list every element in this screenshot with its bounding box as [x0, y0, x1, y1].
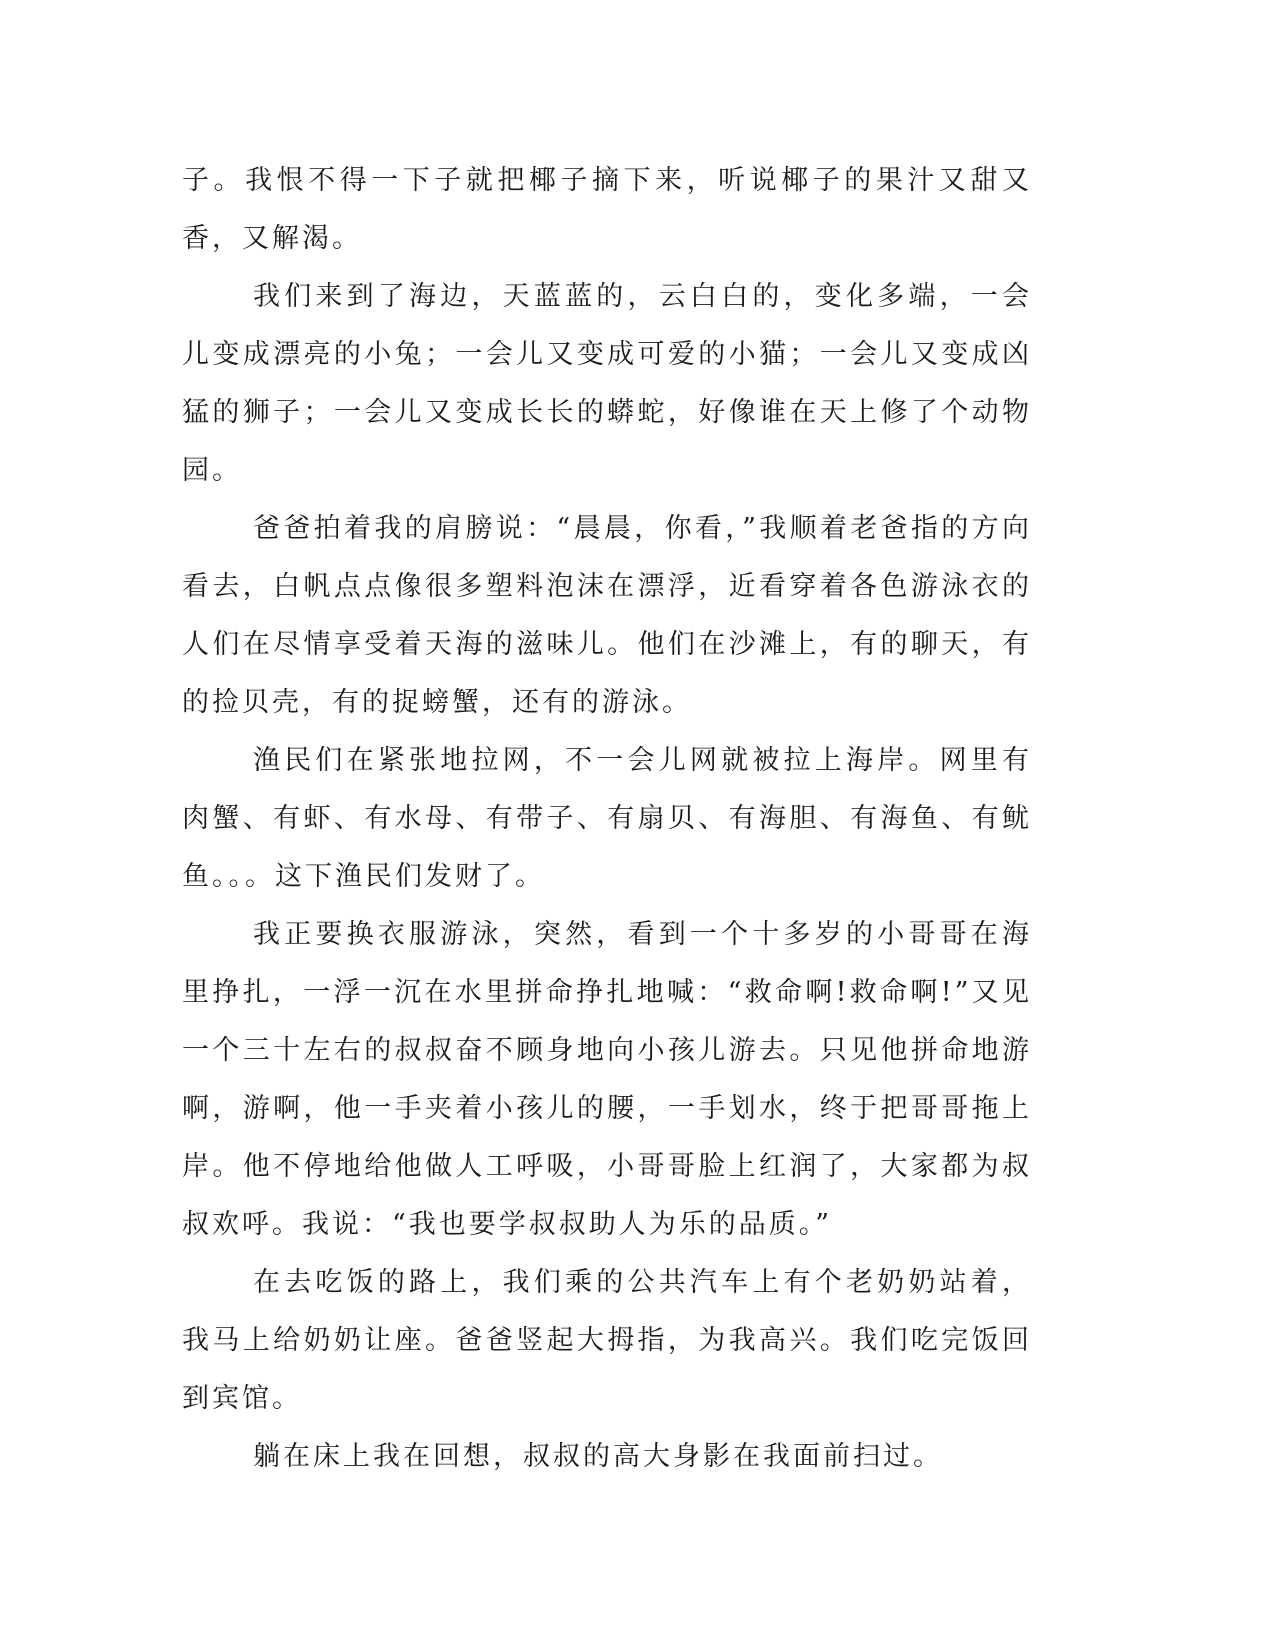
paragraph-3: 爸爸拍着我的肩膀说：“晨晨，你看，”我顺着老爸指的方向看去，白帆点点像很多塑料泡沫在漂浮，近看穿着各色游泳衣的人们在尽情享受着天海的滋味儿。他们在沙滩上，有的聊天，有的捡贝壳，有的捉螃蟹，还有的游泳。	[182, 513, 1032, 718]
paragraph-2: 我们来到了海边，天蓝蓝的，云白白的，变化多端，一会儿变成漂亮的小兔；一会儿又变成可爱的小猫；一会儿又变成凶猛的狮子；一会儿又变成长长的蟒蛇，好像谁在天上修了个动物园。	[182, 281, 1032, 486]
paragraph-1: 子。我恨不得一下子就把椰子摘下来，听说椰子的果汁又甜又香，又解渴。	[182, 165, 1032, 254]
paragraph-7: 躺在床上我在回想，叔叔的高大身影在我面前扫过。	[253, 1441, 943, 1472]
paragraph-6: 在去吃饭的路上，我们乘的公共汽车上有个老奶奶站着，我马上给奶奶让座。爸爸竖起大拇指，为我高兴。我们吃完饭回到宾馆。	[182, 1267, 1032, 1414]
paragraph-4: 渔民们在紧张地拉网，不一会儿网就被拉上海岸。网里有肉蟹、有虾、有水母、有带子、有扇贝、有海胆、有海鱼、有鱿鱼。。。这下渔民们发财了。	[182, 745, 1032, 892]
essay-body	[182, 152, 1032, 1486]
paragraph-5: 我正要换衣服游泳，突然，看到一个十多岁的小哥哥在海里挣扎，一浮一沉在水里拼命挣扎地喊：“救命啊!救命啊!”又见一个三十左右的叔叔奋不顾身地向小孩儿游去。只见他拼命地游啊，游啊，他一手夹着小孩儿的腰，一手划水，终于把哥哥拖上岸。他不停地给他做人工呼吸，小哥哥脸上红润了，大家都为叔叔欢呼。我说：“我也要学叔叔助人为乐的品质。”	[182, 919, 1032, 1240]
